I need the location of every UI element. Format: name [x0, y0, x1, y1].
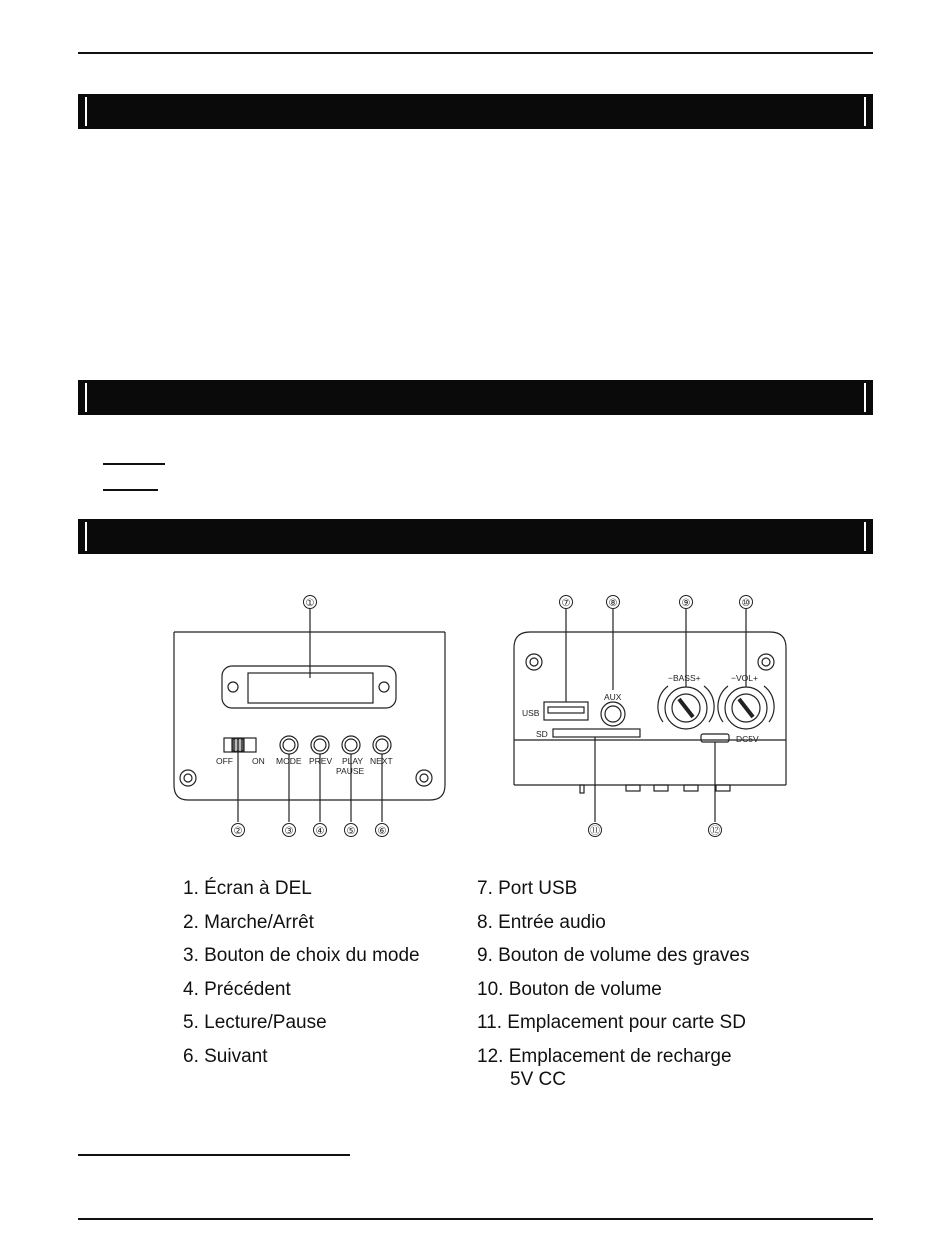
- legend-item-8: 8. Entrée audio: [477, 911, 606, 933]
- label-play: PLAY: [342, 756, 364, 766]
- callout-7: ⑦: [561, 598, 571, 609]
- display-screw-left: [228, 682, 238, 692]
- underline-stub-1: [103, 463, 165, 465]
- callout-11: ⑪: [590, 826, 600, 837]
- usb-port-shape: [544, 702, 588, 720]
- label-dc5v: DC5V: [736, 734, 759, 744]
- corner-screw-front-right-inner: [420, 774, 428, 782]
- section-bar-2: [78, 380, 873, 415]
- legend-item-11: 11. Emplacement pour carte SD: [477, 1012, 746, 1033]
- legend-left-column: [183, 872, 420, 1073]
- legend-item-6: 6. Suivant: [183, 1045, 268, 1067]
- label-next: NEXT: [370, 756, 393, 766]
- sd-slot-shape: [553, 729, 640, 737]
- label-on: ON: [252, 756, 265, 766]
- section-bar-1: [78, 94, 873, 129]
- display-screw-right: [379, 682, 389, 692]
- corner-screw-front-left-inner: [184, 774, 192, 782]
- callout-4: ④: [315, 826, 325, 837]
- legend-item-4: 4. Précédent: [183, 978, 291, 1000]
- label-pause: PAUSE: [336, 766, 365, 776]
- legend-item-12-line1: 12. Emplacement de recharge: [477, 1045, 732, 1067]
- corner-screw-front-right: [416, 770, 432, 786]
- callout-2: ②: [233, 826, 243, 837]
- power-switch-knob: [232, 739, 244, 751]
- callout-6: ⑥: [377, 826, 387, 837]
- section-bar-3: [78, 519, 873, 554]
- corner-screw-front-left: [180, 770, 196, 786]
- footnote-rule: [78, 1154, 350, 1156]
- callout-12: ⑫: [710, 826, 720, 837]
- legend-item-12-line2: 5V CC: [510, 1068, 566, 1090]
- legend-item-12: [477, 1040, 750, 1091]
- callout-1: ①: [305, 598, 315, 609]
- label-off: OFF: [216, 756, 233, 766]
- legend-item-5: 5. Lecture/Pause: [183, 1012, 327, 1033]
- label-prev: PREV: [309, 756, 333, 766]
- legend-item-1: 1. Écran à DEL: [183, 878, 312, 899]
- header-rule: [78, 52, 873, 54]
- dc5v-port-shape: [701, 734, 729, 742]
- corner-screw-back-left: [526, 654, 542, 670]
- label-vol: −VOL+: [731, 673, 758, 683]
- underline-stub-2: [103, 489, 158, 491]
- control-panel-diagram: [170, 590, 790, 850]
- legend-item-3: 3. Bouton de choix du mode: [183, 945, 420, 966]
- label-bass: −BASS+: [668, 673, 701, 683]
- legend-item-2: 2. Marche/Arrêt: [183, 911, 314, 933]
- callout-3: ③: [284, 826, 294, 837]
- label-usb: USB: [522, 708, 540, 718]
- legend-item-10: 10. Bouton de volume: [477, 978, 662, 1000]
- legend-item-9: 9. Bouton de volume des graves: [477, 945, 750, 966]
- corner-screw-back-right: [758, 654, 774, 670]
- callout-5: ⑤: [346, 826, 356, 837]
- callout-10: ⑩: [741, 598, 751, 609]
- label-aux: AUX: [604, 692, 622, 702]
- callout-9: ⑨: [681, 598, 691, 609]
- callout-8: ⑧: [608, 598, 618, 609]
- footer-rule: [78, 1218, 873, 1220]
- legend-item-7: 7. Port USB: [477, 878, 578, 899]
- label-sd: SD: [536, 729, 548, 739]
- label-mode: MODE: [276, 756, 302, 766]
- legend-right-column: [477, 872, 750, 1091]
